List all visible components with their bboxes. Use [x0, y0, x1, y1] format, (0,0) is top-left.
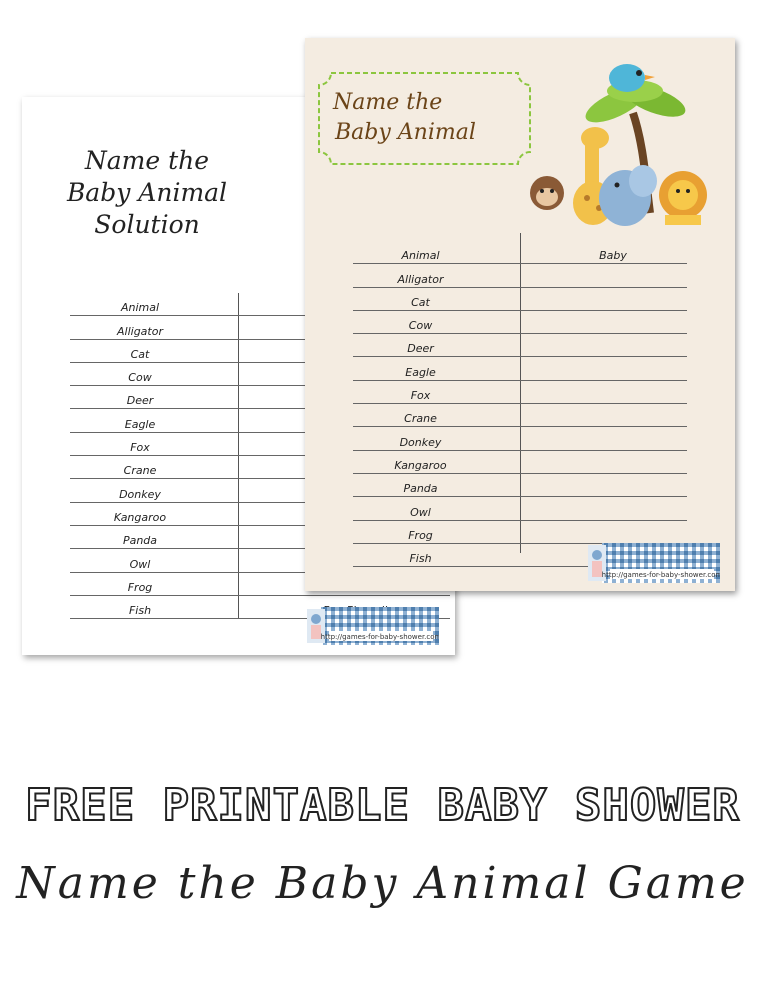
animal-cell: Kangaroo [113, 510, 167, 524]
animal-cell: Panda [403, 482, 438, 496]
animal-cell: Cat [411, 295, 430, 309]
animal-cell: Donkey [399, 435, 442, 449]
solution-title: Name the Baby Animal Solution [66, 146, 228, 239]
animal-cell: Donkey [119, 487, 161, 501]
animal-cell: Eagle [405, 365, 436, 379]
page-heading: FREE PRINTABLE BABY SHOWER [25, 780, 740, 831]
game-table [353, 241, 687, 567]
svg-text:http://games-for-baby-shower.c: http://games-for-baby-shower.com [601, 571, 720, 579]
page-subheading: Name the Baby Animal Game [16, 858, 749, 909]
table-row [353, 381, 687, 404]
animal-cell: Frog [408, 528, 433, 542]
table-row [353, 311, 687, 334]
table-row [353, 497, 687, 520]
animal-cell: Fox [130, 441, 150, 455]
animal-cell: Owl [410, 505, 431, 519]
animal-cell: Alligator [117, 324, 163, 338]
table-row [353, 404, 687, 427]
animal-cell: Animal [120, 301, 160, 315]
animal-cell: Frog [127, 580, 153, 594]
game-sheet [305, 38, 735, 591]
animal-cell: Eagle [124, 417, 156, 431]
animal-cell: Fish [409, 552, 432, 566]
table-row [353, 334, 687, 357]
game-title: Name the Baby Animal [333, 90, 476, 145]
animal-cell: Kangaroo [394, 458, 447, 472]
animal-cell: Alligator [397, 272, 444, 286]
animal-cell: Cat [130, 347, 150, 361]
animal-cell: Cow [408, 319, 433, 333]
animal-cell: Fox [410, 389, 431, 403]
table-row [353, 357, 687, 380]
game-website-badge [588, 543, 720, 583]
animal-cell: Deer [407, 342, 434, 356]
solution-website-badge [307, 607, 439, 645]
animal-cell: Fish [128, 604, 152, 618]
animal-cell: Owl [129, 557, 151, 571]
table-row [353, 427, 687, 450]
animal-cell: Crane [404, 412, 437, 426]
svg-text:http://games-for-baby-shower.c: http://games-for-baby-shower.com [320, 633, 439, 641]
animal-cell: Panda [122, 534, 158, 548]
table-row [353, 264, 687, 287]
animal-cell: Deer [126, 394, 154, 408]
table-row [353, 451, 687, 474]
animal-cell: Cow [128, 371, 152, 385]
table-row [353, 288, 687, 311]
table-row [353, 474, 687, 497]
animal-cell: Crane [123, 464, 157, 478]
table-row [353, 521, 687, 544]
jungle-animals-illustration [515, 53, 725, 233]
table-header-row: Animal Baby [353, 241, 687, 264]
